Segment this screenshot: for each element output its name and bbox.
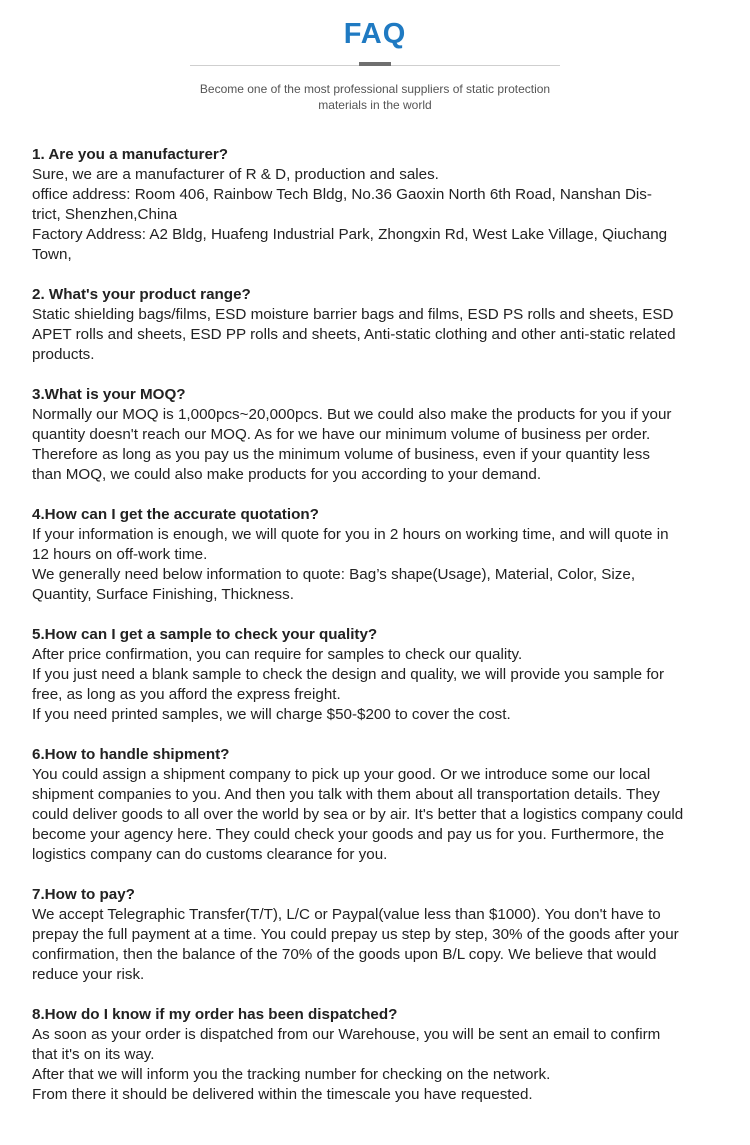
- faq-answer-line: Therefore as long as you pay us the minimum volume of business, even if your quantity less: [32, 446, 650, 463]
- faq-question: 6.How to handle shipment?: [32, 746, 230, 763]
- page-subtitle: [190, 81, 560, 113]
- faq-question: 5.How can I get a sample to check your quality?: [32, 626, 378, 643]
- faq-question: 2. What's your product range?: [32, 286, 251, 303]
- title-accent-bar: [359, 62, 391, 66]
- faq-answer-line: Factory Address: A2 Bldg, Huafeng Industrial Park, Zhongxin Rd, West Lake Village, Qiuchang: [32, 226, 668, 243]
- faq-answer-line: trict, Shenzhen,China: [32, 206, 178, 223]
- faq-answer-line: Quantity, Surface Finishing, Thickness.: [32, 586, 294, 603]
- faq-question: 7.How to pay?: [32, 886, 135, 903]
- faq-answer-line: than MOQ, we could also make products for you according to your demand.: [32, 466, 542, 483]
- faq-answer-line: We accept Telegraphic Transfer(T/T), L/C or Paypal(value less than $1000). You don't have to: [32, 906, 661, 923]
- faq-answer-line: APET rolls and sheets, ESD PP rolls and sheets, Anti-static clothing and other anti-static related: [32, 326, 676, 343]
- faq-answer-line: Sure, we are a manufacturer of R & D, production and sales.: [32, 166, 439, 183]
- faq-answer-line: logistics company can do customs clearance for you.: [32, 846, 388, 863]
- faq-item: [32, 505, 722, 605]
- faq-answer-line: You could assign a shipment company to pick up your good. Or we introduce some our local: [32, 766, 651, 783]
- faq-question: 4.How can I get the accurate quotation?: [32, 506, 319, 523]
- faq-answer-line: products.: [32, 346, 95, 363]
- faq-answer-line: If you need printed samples, we will charge $50-$200 to cover the cost.: [32, 706, 511, 723]
- faq-answer-line: After that we will inform you the tracking number for checking on the network.: [32, 1066, 551, 1083]
- faq-answer-line: If you just need a blank sample to check the design and quality, we will provide you sample for: [32, 666, 665, 683]
- faq-answer-line: prepay the full payment at a time. You could prepay us step by step, 30% of the goods after your: [32, 926, 679, 943]
- faq-question: 1. Are you a manufacturer?: [32, 146, 229, 163]
- faq-answer-line: As soon as your order is dispatched from our Warehouse, you will be sent an email to confirm: [32, 1026, 661, 1043]
- faq-answer-line: From there it should be delivered within the timescale you have requested.: [32, 1086, 533, 1103]
- faq-answer-line: shipment companies to you. And then you talk with them about all transportation details. They: [32, 786, 660, 803]
- faq-question: 3.What is your MOQ?: [32, 386, 186, 403]
- subtitle-line: Become one of the most professional suppliers of static protection: [199, 82, 551, 96]
- faq-item: [32, 885, 722, 985]
- faq-answer-line: reduce your risk.: [32, 966, 145, 983]
- faq-answer-line: that it's on its way.: [32, 1046, 155, 1063]
- faq-item: [32, 1005, 722, 1105]
- page-title: FAQ: [343, 18, 407, 50]
- faq-question: 8.How do I know if my order has been dispatched?: [32, 1006, 398, 1023]
- faq-answer-line: office address: Room 406, Rainbow Tech Bldg, No.36 Gaoxin North 6th Road, Nanshan Dis-: [32, 186, 652, 203]
- faq-item: [32, 745, 722, 865]
- faq-item: [32, 625, 722, 725]
- faq-item: [32, 385, 722, 485]
- faq-item: [32, 285, 722, 365]
- faq-item: [32, 145, 722, 265]
- faq-answer-line: Normally our MOQ is 1,000pcs~20,000pcs. But we could also make the products for you if your: [32, 406, 672, 423]
- faq-answer-line: We generally need below information to quote: Bag’s shape(Usage), Material, Color, Size,: [32, 566, 636, 583]
- faq-answer-line: 12 hours on off-work time.: [32, 546, 208, 563]
- faq-answer-line: If your information is enough, we will quote for you in 2 hours on working time, and will quote in: [32, 526, 669, 543]
- faq-answer-line: free, as long as you afford the express freight.: [32, 686, 341, 703]
- faq-answer-line: confirmation, then the balance of the 70% of the goods upon B/L copy. We believe that would: [32, 946, 657, 963]
- faq-answer-line: quantity doesn't reach our MOQ. As for we have our minimum volume of business per order.: [32, 426, 651, 443]
- faq-answer-line: Static shielding bags/films, ESD moisture barrier bags and films, ESD PS rolls and sheets, ESD: [32, 306, 674, 323]
- faq-answer-line: become your agency here. They could check your goods and pay us for you. Furthermore, the: [32, 826, 665, 843]
- faq-list: [32, 145, 722, 1105]
- faq-answer-line: could deliver goods to all over the world by sea or by air. It's better that a logistics company could: [32, 806, 684, 823]
- faq-answer-line: Town,: [32, 246, 72, 263]
- subtitle-line: materials in the world: [318, 98, 432, 112]
- faq-answer-line: After price confirmation, you can require for samples to check our quality.: [32, 646, 523, 663]
